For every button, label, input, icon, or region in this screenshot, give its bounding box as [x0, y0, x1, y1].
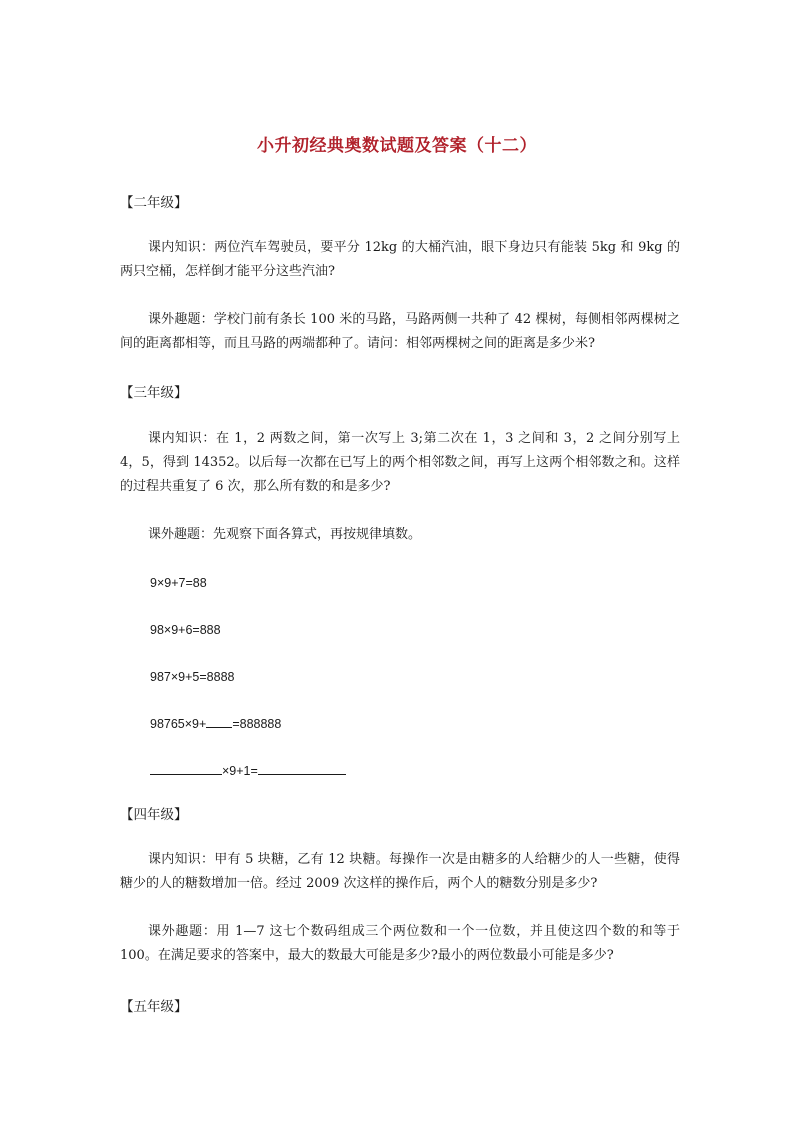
equation-5-middle: ×9+1= — [222, 764, 258, 778]
equation-5-blank-left[interactable] — [150, 760, 222, 775]
grade4-extra-question: 课外趣题：用 1—7 这七个数码组成三个两位数和一个一位数，并且使这四个数的和等于 100。在满足要求的答案中，最大的数最大可能是多少?最小的两位数最小可能是多少? — [120, 924, 680, 963]
grade2-inclass-question: 课内知识：两位汽车驾驶员，要平分 12kg 的大桶汽油，眼下身边只有能装 5kg 和 9kg 的两只空桶，怎样倒才能平分这些汽油? — [120, 240, 680, 279]
equation-1: 9×9+7=88 — [150, 576, 207, 590]
grade3-inclass-question: 课内知识：在 1，2 两数之间，第一次写上 3;第二次在 1，3 之间和 3，2 之间分别写上 4，5，得到 14352。以后每一次都在已写上的两个相邻数之间，再写上这两个相邻数之和。这样的过程共重复了 6 次，那么所有数的和是多少? — [120, 431, 680, 494]
grade4-heading: 【四年级】 — [120, 807, 188, 823]
equation-3: 987×9+5=8888 — [150, 670, 235, 684]
equation-4-blank[interactable] — [206, 713, 232, 728]
equation-4-left: 98765×9+ — [150, 717, 207, 731]
equation-4-right: =888888 — [232, 717, 282, 731]
equation-2: 98×9+6=888 — [150, 623, 221, 637]
equation-4 — [120, 712, 710, 736]
grade2-heading: 【二年级】 — [120, 195, 188, 211]
equation-5-blank-right[interactable] — [258, 760, 346, 775]
grade2-extra-question: 课外趣题：学校门前有条长 100 米的马路，马路两侧一共种了 42 棵树，每侧相邻两棵树之间的距离都相等，而且马路的两端都种了。请问：相邻两棵树之间的距离是多少米? — [120, 312, 680, 351]
grade3-extra-question: 课外趣题：先观察下面各算式，再按规律填数。 — [148, 527, 422, 542]
grade5-heading: 【五年级】 — [120, 999, 188, 1015]
grade3-heading: 【三年级】 — [120, 385, 188, 401]
grade4-inclass-question: 课内知识：甲有 5 块糖，乙有 12 块糖。每操作一次是由糖多的人给糖少的人一些糖，使得糖少的人的糖数增加一倍。经过 2009 次这样的操作后，两个人的糖数分别是多少? — [120, 852, 680, 891]
page-title: 小升初经典奥数试题及答案（十二） — [257, 136, 537, 156]
equation-5 — [120, 759, 710, 783]
